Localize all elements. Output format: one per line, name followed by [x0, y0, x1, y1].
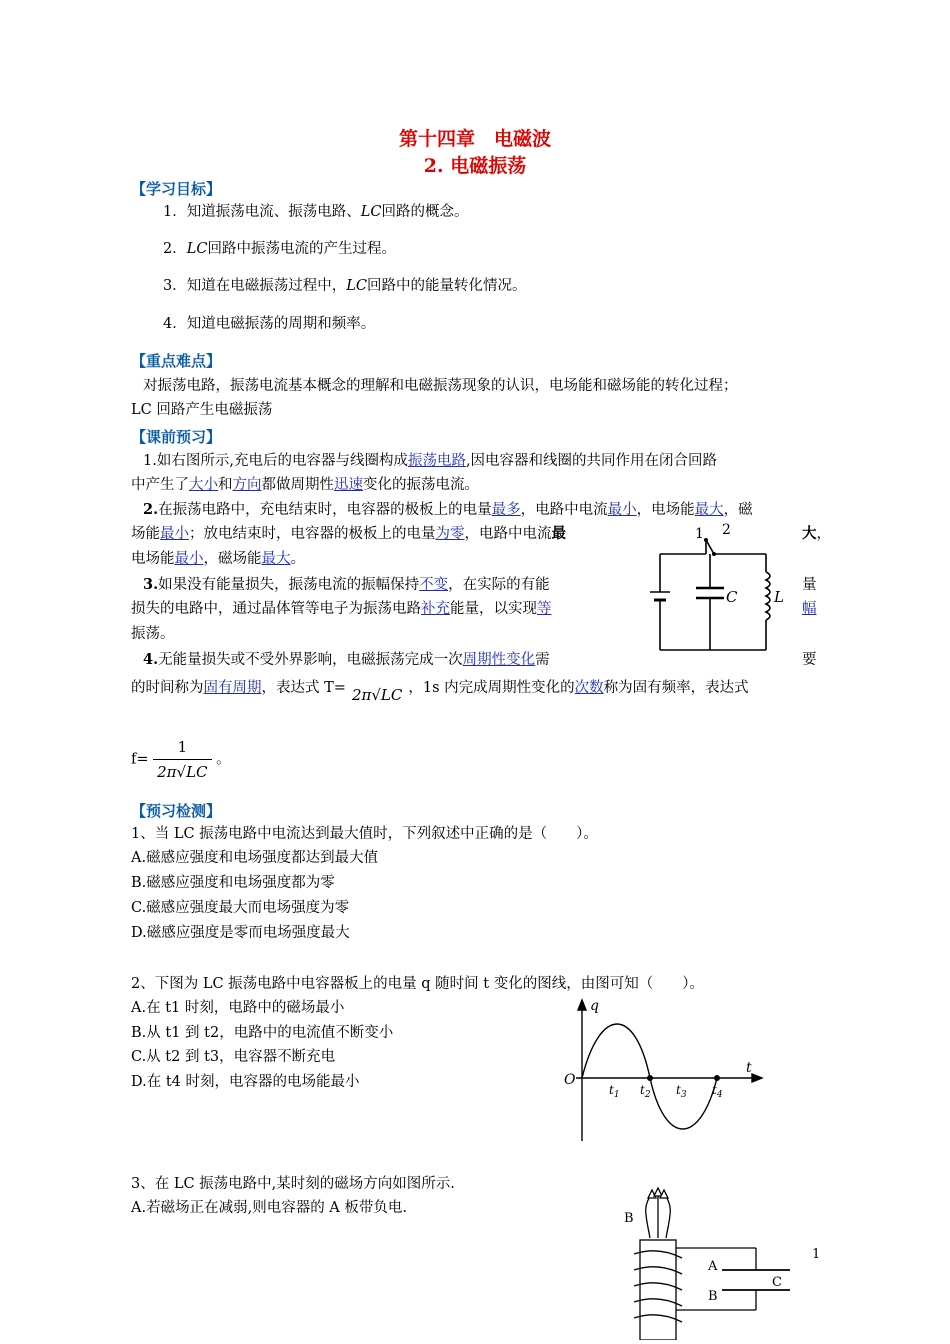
chapter-title: 第十四章 电磁波	[398, 128, 551, 150]
check-header: 【预习检测】	[131, 802, 222, 820]
charge-time-graph	[560, 996, 770, 1146]
q2-option-d: D.在 t4 时刻，电容器的电场能最小	[131, 1074, 360, 1090]
preview-p4-line2: 的时间称为固有周期，表达式 T= 2π√LC ，1s 内完成周期性变化的次数称为固有频率，表达式	[131, 675, 749, 700]
preview-p3-line3: 振荡。	[131, 626, 175, 642]
capacitor-plate-b-label: B	[708, 1289, 718, 1304]
graph-t-label: t	[746, 1060, 752, 1076]
preview-p4-line1: 4.无能量损失或不受外界影响，电磁振荡完成一次周期性变化需	[143, 651, 550, 668]
q1-option-c: C.磁感应强度最大而电场强度为零	[131, 900, 350, 916]
page-number: 1	[812, 1247, 821, 1262]
preview-p1-line1: 1.如右图所示,充电后的电容器与线圈构成振荡电路,因电容器和线圈的共同作用在闭合回路	[143, 453, 718, 469]
goal-item-1: 1．知道振荡电流、振荡电路、LC回路的概念。	[163, 204, 469, 220]
q3-stem: 3、在 LC 振荡电路中,某时刻的磁场方向如图所示.	[131, 1176, 455, 1192]
graph-origin-label: O	[564, 1072, 576, 1088]
q1-stem: 1、当 LC 振荡电路中电流达到最大值时，下列叙述中正确的是（ ）。	[131, 826, 598, 842]
q1-option-d: D.磁感应强度是零而电场强度最大	[131, 925, 350, 941]
preview-p2-line1: 2.在振荡电路中，充电结束时，电容器的极板上的电量最多，电路中电流最小，电场能最大，磁	[143, 501, 753, 518]
preview-p3-right2: 幅	[802, 601, 817, 617]
preview-header: 【课前预习】	[131, 428, 222, 446]
inductor-label: L	[774, 588, 784, 606]
key-line-1: 对振荡电路，振荡电流基本概念的理解和电磁振荡现象的认识，电场能和磁场能的转化过程；	[143, 378, 738, 394]
capacitor-label: C	[726, 588, 738, 606]
q2-option-c: C.从 t2 到 t3，电容器不断充电	[131, 1049, 336, 1065]
q2-stem: 2、下图为 LC 振荡电路中电容器板上的电量 q 随时间 t 变化的图线，由图可知（ ）。	[131, 976, 704, 992]
preview-p2-line3: 电场能最小，磁场能最大。	[131, 551, 305, 567]
preview-p3-line1: 3.如果没有能量损失，振荡电流的振幅保持不变，在实际的有能	[143, 576, 550, 593]
frequency-formula-row: f= $\frac{1}{2\pi√LC}$ 。	[131, 735, 231, 784]
graph-t1-label: $t_1$	[609, 1083, 620, 1100]
q1-option-a: A.磁感应强度和电场强度都达到最大值	[131, 850, 379, 866]
goal-item-2: 2．LC回路中振荡电流的产生过程。	[163, 241, 396, 257]
preview-p4-right1: 要	[802, 652, 817, 668]
lc-circuit-diagram	[640, 516, 790, 656]
preview-p2-bold-da: 大，	[802, 525, 831, 542]
section-title: 2. 电磁振荡	[423, 155, 527, 177]
goal-item-3: 3．知道在电磁振荡过程中，LC回路中的能量转化情况。	[163, 278, 527, 294]
preview-p1-line2: 中产生了大小和方向都做周期性迅速变化的振荡电流。	[131, 477, 479, 493]
coil-capacitor-diagram	[612, 1186, 802, 1340]
frequency-formula: $\frac{1}{2\pi√LC}$	[153, 735, 211, 784]
goals-header: 【学习目标】	[131, 180, 222, 198]
capacitor-c-label: C	[772, 1275, 782, 1290]
graph-t3-label: $t_3$	[676, 1083, 687, 1100]
q3-option-a: A.若磁场正在减弱,则电容器的 A 板带负电.	[131, 1200, 407, 1216]
graph-q-label: q	[590, 998, 599, 1014]
preview-p3-right1: 量	[802, 577, 817, 593]
key-header: 【重点难点】	[131, 352, 222, 370]
q1-option-b: B.磁感应强度和电场强度都为零	[131, 875, 335, 891]
preview-p3-line2: 损失的电路中，通过晶体管等电子为振荡电路补充能量，以实现等	[131, 601, 552, 617]
q2-option-a: A.在 t1 时刻，电路中的磁场最小	[131, 1000, 345, 1016]
capacitor-plate-a-label: A	[708, 1259, 718, 1274]
q2-option-b: B.从 t1 到 t2，电路中的电流值不断变小	[131, 1025, 394, 1041]
preview-p2-line2: 场能最小；放电结束时，电容器的极板上的电量为零，电路中电流最	[131, 525, 566, 542]
switch-label-2: 2	[722, 522, 731, 538]
coil-b-top-label: B	[624, 1211, 634, 1226]
key-line-2: LC 回路产生电磁振荡	[131, 402, 273, 418]
period-formula: 2π√LC	[351, 686, 403, 704]
switch-label-1: 1	[695, 526, 704, 542]
graph-t2-label: $t_2$	[640, 1083, 651, 1100]
goal-item-4: 4．知道电磁振荡的周期和频率。	[163, 316, 376, 332]
graph-t4-label: $t_4$	[712, 1083, 723, 1100]
